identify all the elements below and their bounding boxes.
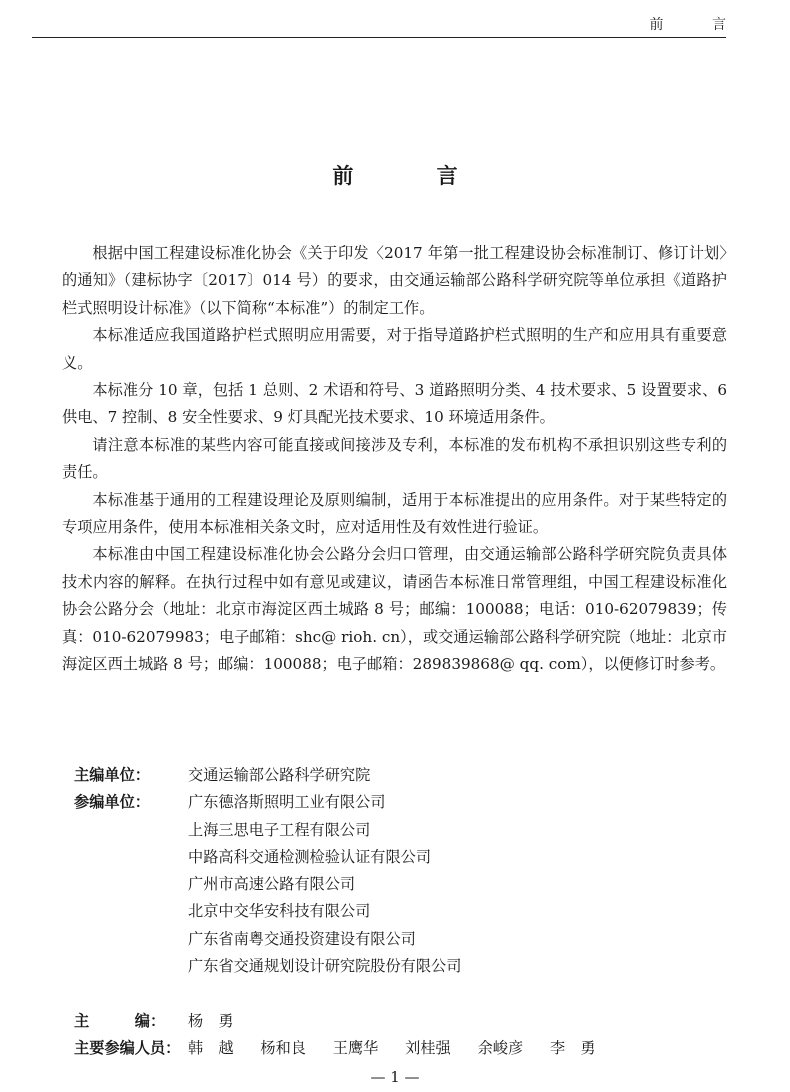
organizations-block — [74, 762, 734, 980]
running-header: 前 言 — [649, 17, 748, 33]
participant-name: 刘桂强 — [405, 1039, 451, 1058]
header-rule — [32, 37, 726, 38]
paragraph: 本标准基于通用的工程建设理论及原则编制，适用于本标准提出的应用条件。对于某些特定的专项应用条件，使用本标准相关条文时，应对适用性及有效性进行验证。 — [62, 490, 727, 537]
participating-unit: 广东省交通规划设计研究院股份有限公司 — [188, 957, 462, 976]
paragraph: 请注意本标准的某些内容可能直接或间接涉及专利，本标准的发布机构不承担识别这些专利的责任。 — [62, 435, 727, 482]
participating-unit: 中路高科交通检测检验认证有限公司 — [188, 847, 431, 866]
paragraph: 本标准分 10 章，包括 1 总则、2 术语和符号、3 道路照明分类、4 技术要求、5 设置要求、6 供电、7 控制、8 安全性要求、9 灯具配光技术要求、10 环境适用条件。 — [62, 381, 727, 427]
chief-unit-label: 主编单位： — [74, 766, 150, 784]
participating-unit: 北京中交华安科技有限公司 — [188, 902, 371, 921]
participating-unit: 广州市高速公路有限公司 — [188, 875, 356, 894]
chief-unit: 交通运输部公路科学研究院 — [188, 766, 371, 784]
participating-unit: 广东省南粤交通投资建设有限公司 — [188, 929, 416, 948]
participant-name: 杨和良 — [260, 1039, 306, 1058]
participant-name: 余峻彦 — [477, 1039, 524, 1058]
page-number: — 1 — — [370, 1068, 420, 1086]
main-participants — [188, 1035, 618, 1062]
paragraph: 本标准由中国工程建设标准化协会公路分会归口管理，由交通运输部公路科学研究院负责具体技术内容的解释。在执行过程中如有意见或建议，请函告本标准日常管理组，中国工程建设标准化协会公路分会（地址：北京市海淀区西土城路 8 号；邮编：100088；电话：010-62079839；传真：010-62079983；电子邮箱：shc@ rioh. cn），或交通运输部公路科学研究院（地址：北京市海淀区西土城路 8 号；邮编：100088；电子邮箱：289839868@ qq. com），以便修订时参考。 — [62, 545, 727, 674]
main-participants-label: 主要参编人员： — [74, 1039, 181, 1058]
people-block — [74, 1008, 734, 1063]
participating-unit: 上海三思电子工程有限公司 — [188, 820, 371, 839]
participating-unit: 广东德洛斯照明工业有限公司 — [188, 793, 386, 812]
paragraph: 根据中国工程建设标准化协会《关于印发〈2017 年第一批工程建设协会标准制订、修订计划〉的通知》（建标协字〔2017〕014 号）的要求，由交通运输部公路科学研究院等单位承担《道路护栏式照明设计标准》（以下简称“本标准”）的制定工作。 — [62, 244, 727, 317]
participant-name: 李 勇 — [549, 1039, 596, 1058]
foreword-body — [62, 240, 727, 679]
participant-name: 王鹰华 — [332, 1039, 379, 1058]
participating-units-label: 参编单位： — [74, 793, 150, 812]
chief-editor-label: 主 编： — [74, 1012, 166, 1030]
participant-name: 韩 越 — [188, 1039, 234, 1058]
chief-editor: 杨 勇 — [188, 1012, 234, 1030]
page-title: 前 言 — [332, 164, 496, 188]
paragraph: 本标准适应我国道路护栏式照明应用需要，对于指导道路护栏式照明的生产和应用具有重要意义。 — [62, 326, 727, 372]
